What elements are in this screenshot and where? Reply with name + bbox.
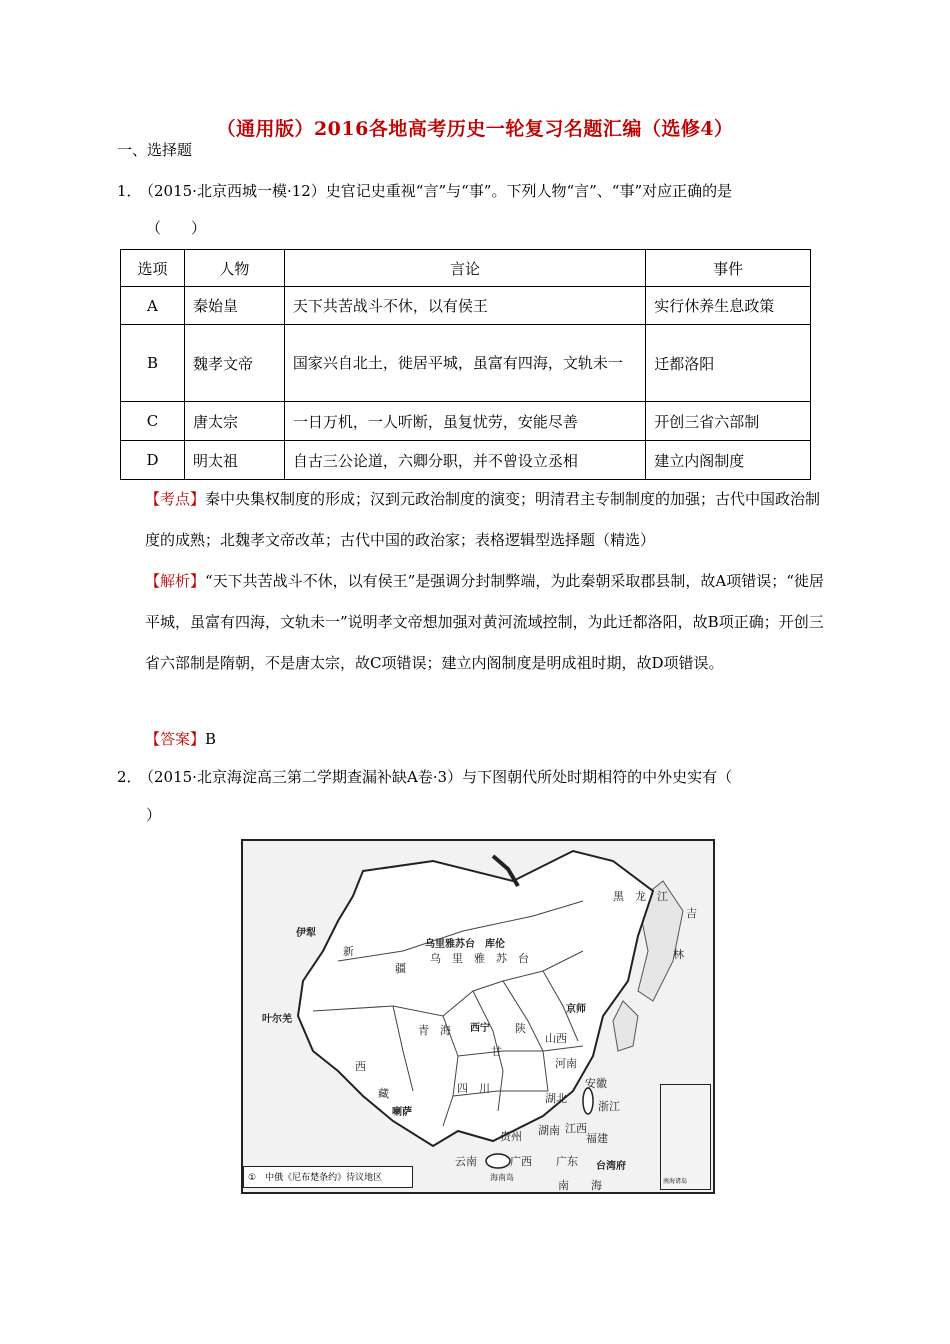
map-label: 江西 (565, 1122, 587, 1135)
table-row (121, 325, 811, 402)
map-label: 黑 龙 江 (613, 890, 668, 903)
map-label: 湖南 (538, 1124, 560, 1137)
map-label: 海南岛 (490, 1173, 514, 1182)
map-label: 西 (355, 1060, 366, 1073)
table-row (121, 441, 811, 480)
question-2-stem-end: ） (146, 806, 162, 824)
map-label: 疆 (395, 962, 406, 975)
map-label: 库伦 (485, 939, 505, 950)
option-quote: 国家兴自北土，徙居平城，虽富有四海，文轨未一 (284, 325, 645, 402)
kaodian-text: 秦中央集权制度的形成；汉到元政治制度的演变；明清君主专制制度的加强；古代中国政治制度的成熟；北魏孝文帝改革；古代中国的政治家；表格逻辑型选择题（精选） (145, 490, 821, 549)
question-number: 1． (117, 182, 142, 200)
option-event: 实行休养生息政策 (646, 287, 811, 325)
map-label: 山西 (545, 1032, 567, 1045)
section-heading: 一、选择题 (117, 141, 193, 159)
map-label: 西宁 (470, 1023, 490, 1034)
table-header-row (121, 250, 811, 287)
kaodian-tag: 【考点】 (145, 490, 206, 508)
table-header: 言论 (284, 250, 645, 287)
jiexi-tag: 【解析】 (145, 572, 206, 590)
south-china-sea-inset (660, 1084, 711, 1190)
map-label: 叶尔羌 (262, 1014, 292, 1025)
table-header: 事件 (646, 250, 811, 287)
map-label: 安徽 (585, 1077, 607, 1090)
option-person: 唐太宗 (184, 402, 284, 441)
map-label: 湖北 (545, 1092, 567, 1105)
option-person: 秦始皇 (184, 287, 284, 325)
map-label: 青 海 (418, 1024, 451, 1037)
document-title: （通用版）2016各地高考历史一轮复习名题汇编（选修4） (216, 118, 734, 140)
map-label: 贵州 (500, 1130, 522, 1143)
map-label: 藏 (378, 1087, 389, 1100)
map-label: 伊犁 (296, 928, 316, 939)
map-label: 河南 (555, 1057, 577, 1070)
answer-text: B (205, 730, 217, 748)
map-label: 陕 (515, 1022, 526, 1035)
question-number: 2． (117, 768, 142, 786)
table-header: 人物 (184, 250, 284, 287)
option-person: 魏孝文帝 (184, 325, 284, 402)
question-1-stem (117, 181, 732, 201)
option-quote: 一日万机，一人听断，虽复忧劳，安能尽善 (284, 402, 645, 441)
table-header: 选项 (121, 250, 185, 287)
map-label: 京师 (566, 1004, 586, 1015)
map-label: 四 川 (457, 1082, 490, 1095)
map-label: 乌 里 雅 苏 台 (430, 952, 529, 965)
option-letter: A (121, 287, 185, 325)
map-label: 吉 (686, 907, 697, 920)
answer-paragraph (145, 719, 825, 760)
answer-paren: （ ） (146, 219, 207, 237)
question-2-stem (117, 767, 732, 787)
answer-tag: 【答案】 (145, 730, 206, 748)
option-event: 开创三省六部制 (646, 402, 811, 441)
table-row (121, 287, 811, 325)
map-label: 广东 (556, 1155, 578, 1168)
option-quote: 自古三公论道，六卿分职，并不曾设立丞相 (284, 441, 645, 480)
options-table (120, 249, 811, 480)
option-letter: B (121, 325, 185, 402)
map-label: 甘 (491, 1045, 502, 1058)
map-label: 南 海 (558, 1179, 602, 1192)
map-label: 林 (673, 948, 684, 961)
map-label: 福建 (586, 1132, 608, 1145)
map-label: 广西 (510, 1155, 532, 1168)
kaodian-paragraph (145, 479, 825, 561)
map-label: 新 (343, 945, 354, 958)
question-text: （2015·北京西城一模·12）史官记史重视“言”与“事”。下列人物“言”、“事”对应正确的是 (139, 182, 733, 200)
option-event: 建立内阁制度 (646, 441, 811, 480)
option-letter: C (121, 402, 185, 441)
jiexi-text: “天下共苦战斗不休，以有侯王”是强调分封制弊端，为此秦朝采取郡县制，故A项错误；“徙居平城，虽富有四海，文轨未一”说明孝文帝想加强对黄河流域控制，为此迁都洛阳，故B项正确；开创三省六部制是隋朝，不是唐太宗，故C项错误；建立内阁制度是明成祖时期，故D项错误。 (145, 572, 824, 672)
map-label: 台湾府 (596, 1161, 626, 1172)
map-label: 喇萨 (392, 1107, 412, 1118)
map-label: 浙江 (598, 1100, 620, 1113)
option-quote: 天下共苦战斗不休，以有侯王 (284, 287, 645, 325)
map-legend: ① 中俄《尼布楚条约》待议地区 (243, 1166, 413, 1188)
option-person: 明太祖 (184, 441, 284, 480)
question-text: （2015·北京海淀高三第二学期查漏补缺A卷·3）与下图朝代所处时期相符的中外史实有（ (139, 768, 733, 786)
map-label: 云南 (455, 1155, 477, 1168)
inset-label: 南海诸岛 (663, 1178, 688, 1185)
map-label: 乌里雅苏台 (425, 939, 475, 950)
option-event: 迁都洛阳 (646, 325, 811, 402)
jiexi-paragraph (145, 561, 825, 684)
option-letter: D (121, 441, 185, 480)
table-row (121, 402, 811, 441)
